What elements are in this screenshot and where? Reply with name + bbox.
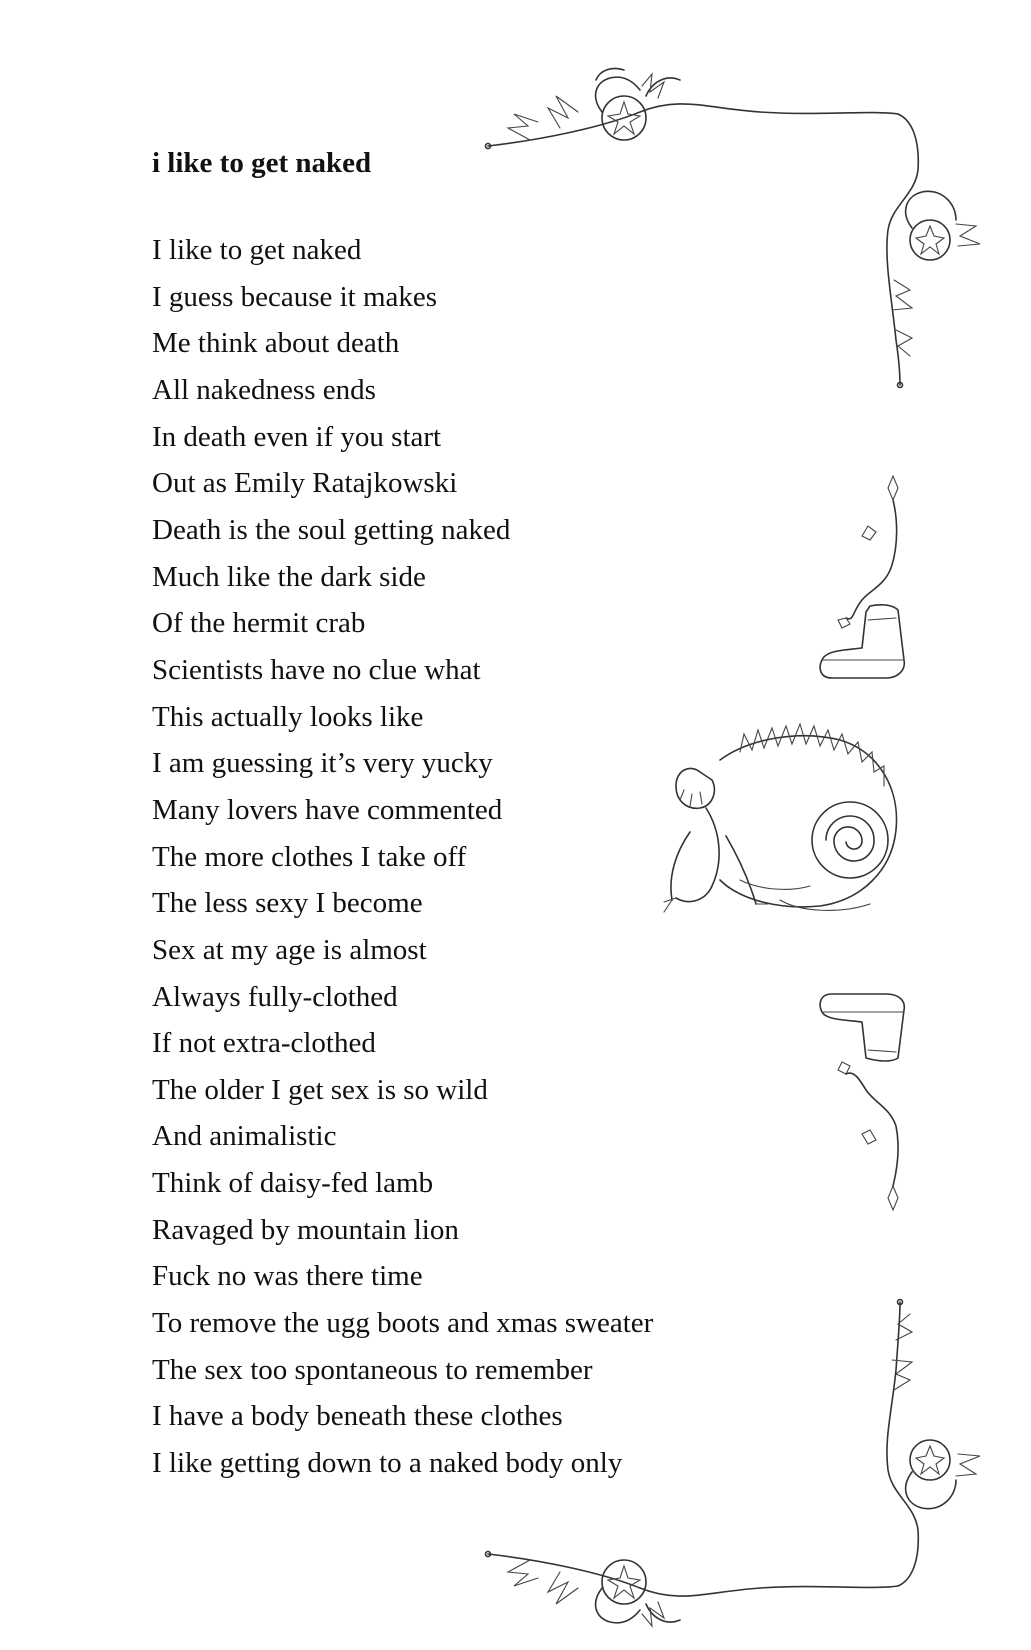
poem-line: Ravaged by mountain lion (152, 1213, 459, 1246)
poem-line: If not extra-clothed (152, 1027, 376, 1060)
poem-line: I have a body beneath these clothes (152, 1400, 563, 1433)
poem-line: To remove the ugg boots and xmas sweater (152, 1307, 654, 1340)
poem-line: I like getting down to a naked body only (152, 1447, 623, 1480)
poem-line: Sex at my age is almost (152, 933, 427, 966)
poem-line: The older I get sex is so wild (152, 1073, 488, 1106)
poem-line: Me think about death (152, 327, 400, 360)
poem-line: Many lovers have commented (152, 793, 503, 826)
poem-line: Death is the soul getting naked (152, 513, 511, 546)
poem-title: i like to get naked (152, 147, 372, 179)
poem-line: The sex too spontaneous to remember (152, 1353, 593, 1386)
poem-line: This actually looks like (152, 700, 424, 733)
poem-line: Of the hermit crab (152, 607, 366, 640)
poem-line: In death even if you start (152, 420, 442, 453)
ugg-boot-lower-icon (820, 994, 904, 1210)
poem-line: The more clothes I take off (152, 840, 467, 873)
poem-line: Fuck no was there time (152, 1260, 423, 1293)
poem-line: The less sexy I become (152, 887, 423, 920)
poem-line: All nakedness ends (152, 373, 376, 406)
ugg-boot-upper-icon (820, 476, 904, 678)
poem-line: Out as Emily Ratajkowski (152, 467, 458, 500)
poem-lines (152, 227, 712, 1487)
poem-line: And animalistic (152, 1120, 337, 1153)
poem (152, 146, 712, 1487)
poem-line: Always fully-clothed (152, 980, 398, 1013)
poem-line: I am guessing it’s very yucky (152, 747, 493, 780)
poem-line: I guess because it makes (152, 280, 438, 313)
poem-line: Scientists have no clue what (152, 653, 481, 686)
poem-line: Much like the dark side (152, 560, 426, 593)
poem-line: I like to get naked (152, 234, 362, 266)
poem-line: Think of daisy-fed lamb (152, 1167, 434, 1200)
